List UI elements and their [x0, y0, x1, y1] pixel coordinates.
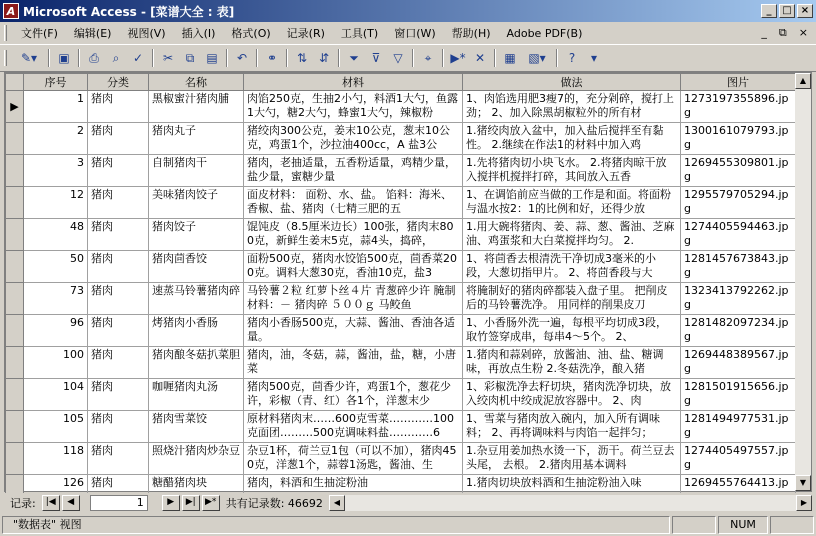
filter-by-selection-icon[interactable]: ⏷: [349, 50, 359, 65]
column-header-materials[interactable]: 材料: [244, 74, 463, 91]
cell-materials[interactable]: [244, 379, 463, 411]
record-selector[interactable]: [6, 251, 24, 283]
cell-category-text: 猪肉: [91, 188, 113, 201]
new-record-icon[interactable]: ▶*: [450, 51, 466, 65]
table-row[interactable]: [6, 283, 796, 315]
column-header-method[interactable]: 做法: [463, 74, 681, 91]
cell-id[interactable]: [24, 443, 88, 475]
doc-minimize-button[interactable]: _: [761, 26, 767, 39]
cell-method-text: 1.杂豆用姜加热水烫一下，沥干。荷兰豆去头尾， 去根。 2.猪肉用基本调料: [466, 444, 675, 471]
horizontal-scrollbar[interactable]: [329, 495, 812, 511]
cell-materials[interactable]: [244, 251, 463, 283]
toolbar-separator: [338, 49, 340, 67]
table-row[interactable]: [6, 315, 796, 347]
cell-id-text: 105: [63, 412, 84, 425]
next-record-button[interactable]: ▶: [162, 495, 180, 511]
cell-name[interactable]: [149, 155, 244, 187]
table-row[interactable]: [6, 251, 796, 283]
scroll-right-button[interactable]: ▶: [796, 495, 812, 511]
column-header-category[interactable]: 分类: [88, 74, 149, 91]
select-all-corner[interactable]: [6, 74, 24, 91]
menu-edit[interactable]: 编辑(E): [73, 27, 112, 40]
table-row[interactable]: [6, 347, 796, 379]
table-row[interactable]: [6, 219, 796, 251]
cell-category-text: 猪肉: [91, 92, 113, 105]
cell-method-text: 1.猪肉切块放料酒和生抽淀粉油入味: [466, 476, 642, 489]
cell-image-text: 1281501915656.jpg: [684, 380, 789, 407]
cell-id[interactable]: [24, 187, 88, 219]
menu-adobe-pdf[interactable]: Adobe PDF(B): [506, 26, 583, 40]
toolbar-separator: [78, 49, 80, 67]
table-row[interactable]: [6, 379, 796, 411]
find-icon[interactable]: ⌖: [424, 50, 432, 65]
cell-image-text: 1269448389567.jpg: [684, 348, 789, 375]
cell-category[interactable]: [88, 251, 149, 283]
status-bar: [0, 514, 816, 536]
cell-name-text: 美味猪肉饺子: [152, 188, 218, 201]
cell-category-text: 猪肉: [91, 124, 113, 137]
hyperlink-icon[interactable]: ⚭: [266, 51, 278, 65]
cell-method-text: 1.用大碗将猪肉、姜、蒜、葱、酱油、芝麻油、鸡蛋浆和大白菜搅拌均匀。 2.: [466, 220, 675, 247]
cell-category[interactable]: [88, 443, 149, 475]
menu-help[interactable]: 帮助(H): [451, 27, 491, 40]
print-icon[interactable]: ⎙: [89, 50, 99, 65]
minimize-button[interactable]: _: [761, 4, 777, 18]
record-selector[interactable]: [6, 283, 24, 315]
cell-id[interactable]: [24, 91, 88, 123]
cell-category-text: 猪肉: [91, 348, 113, 361]
cell-method[interactable]: [463, 187, 681, 219]
cell-name-text: 糖醋猪肉块: [152, 476, 207, 489]
menu-tools[interactable]: 工具(T): [340, 27, 379, 40]
cell-materials-text: 猪肉小香肠500克，大蒜、酱油、香油各适量。: [247, 316, 455, 343]
record-navigator: [4, 493, 812, 513]
cell-materials-text: 原材料猪肉末……600克雪菜…………100克面团………500克调味料盐…………6: [247, 412, 454, 439]
toolbar-separator: [152, 49, 154, 67]
datasheet-table: [5, 73, 796, 507]
apply-filter-icon[interactable]: ▽: [393, 51, 403, 65]
cell-category[interactable]: [88, 283, 149, 315]
cell-materials-text: 猪肉，油，冬菇，蒜，酱油，盐，糖，小唐菜: [247, 348, 456, 375]
cell-category[interactable]: [88, 123, 149, 155]
cell-name[interactable]: [149, 379, 244, 411]
cell-category-text: 猪肉: [91, 252, 113, 265]
menu-grip[interactable]: [4, 25, 7, 41]
cell-method[interactable]: [463, 411, 681, 443]
cell-name[interactable]: [149, 283, 244, 315]
cell-materials[interactable]: [244, 219, 463, 251]
cell-category-text: 猪肉: [91, 380, 113, 393]
cell-image-text: 1281494977531.jpg: [684, 412, 789, 439]
cell-id-text: 3: [77, 156, 84, 169]
cell-id[interactable]: [24, 315, 88, 347]
cell-name[interactable]: [149, 347, 244, 379]
cell-id-text: 100: [63, 348, 84, 361]
cell-image[interactable]: [681, 251, 796, 283]
doc-restore-button[interactable]: ⧉: [778, 26, 787, 39]
cell-materials-text: 馄饨皮（8.5厘米边长）100张，猪肉末800克，新鲜生姜末5克，蒜4头，捣碎，: [247, 220, 454, 247]
cell-image-text: 1269455309801.jpg: [684, 156, 789, 183]
menu-insert[interactable]: 插入(I): [181, 27, 216, 40]
cell-method-text: 1、将茴香去根清洗干净切成3毫米的小段，大葱切指甲片。 2、将茴香段与大: [466, 252, 656, 279]
toolbar-separator: [442, 49, 444, 67]
cell-image[interactable]: [681, 411, 796, 443]
title-bar: [0, 0, 816, 22]
cell-id-text: 12: [70, 188, 84, 201]
cell-image-text: 1274405594463.jpg: [684, 220, 789, 247]
cell-image-text: 1281457673843.jpg: [684, 252, 789, 279]
cell-name[interactable]: [149, 251, 244, 283]
cell-image[interactable]: [681, 315, 796, 347]
cell-category[interactable]: [88, 347, 149, 379]
delete-record-icon[interactable]: ✕: [474, 51, 486, 65]
cell-id[interactable]: [24, 411, 88, 443]
toolbar-separator: [48, 49, 50, 67]
status-pane: [770, 516, 814, 534]
sort-descending-icon[interactable]: ⇵: [318, 51, 330, 65]
cell-materials[interactable]: [244, 187, 463, 219]
cell-category[interactable]: [88, 187, 149, 219]
cell-category-text: 猪肉: [91, 284, 113, 297]
cell-materials[interactable]: [244, 283, 463, 315]
cell-id[interactable]: [24, 219, 88, 251]
cell-method-text: 1、彩椒洗净去籽切块，猪肉洗净切块，放入绞肉机中绞成泥放容器中。 2、肉: [466, 380, 671, 407]
record-selector[interactable]: [6, 155, 24, 187]
cell-method[interactable]: [463, 123, 681, 155]
cell-method-text: 1.猪绞肉放入盆中，加入盐后搅拌至有黏性。 2.继续在作法1的材料中加入鸡: [466, 124, 664, 151]
cell-name[interactable]: [149, 315, 244, 347]
cell-method[interactable]: [463, 379, 681, 411]
table-row[interactable]: [6, 443, 796, 475]
cell-method-text: 将腌制好的猪肉碎都装入盘子里。 把削皮后的马铃薯洗净。 用同样的削果皮刀: [466, 284, 668, 311]
table-row[interactable]: [6, 91, 796, 123]
help-icon[interactable]: ?: [568, 51, 576, 65]
cell-id[interactable]: [24, 123, 88, 155]
vertical-scrollbar[interactable]: [795, 73, 811, 491]
cell-image-text: 1295579705294.jpg: [684, 188, 789, 215]
cell-name-text: 速蒸马铃薯猪肉碎: [152, 284, 240, 297]
maximize-button[interactable]: □: [779, 4, 795, 18]
cell-id-text: 73: [70, 284, 84, 297]
cell-method[interactable]: [463, 443, 681, 475]
cell-method[interactable]: [463, 315, 681, 347]
cell-name[interactable]: [149, 411, 244, 443]
cell-name-text: 烤猪肉小香肠: [152, 316, 218, 329]
cell-name-text: 猪肉雪菜饺: [152, 412, 207, 425]
menu-records[interactable]: 记录(R): [286, 27, 325, 40]
cell-name[interactable]: [149, 91, 244, 123]
last-record-button[interactable]: ▶|: [182, 495, 200, 511]
cell-materials-text: 猪肉500克，茴香少许，鸡蛋1个，葱花少许，彩椒（青、红）各1个，洋葱末少: [247, 380, 451, 407]
cell-category-text: 猪肉: [91, 412, 113, 425]
record-selector[interactable]: [6, 187, 24, 219]
doc-close-button[interactable]: ×: [798, 26, 808, 39]
cell-method[interactable]: [463, 283, 681, 315]
new-record-nav-button[interactable]: ▶*: [202, 495, 220, 511]
cell-image[interactable]: [681, 443, 796, 475]
cell-image-text: 1323413792262.jpg: [684, 284, 789, 311]
toolbar-options-icon[interactable]: ▾: [590, 51, 598, 65]
cell-image-text: 1273197355896.jpg: [684, 92, 789, 119]
toolbar-separator: [256, 49, 258, 67]
table-row[interactable]: [6, 187, 796, 219]
window-title: Microsoft Access - [菜谱大全 : 表]: [23, 4, 235, 19]
status-pane: [672, 516, 716, 534]
cell-category[interactable]: [88, 219, 149, 251]
cell-materials-text: 面粉500克，猪肉水饺馅500克，茴香菜200克。调料大葱30克，香油10克，盐3: [247, 252, 457, 279]
scroll-left-button[interactable]: ◀: [329, 495, 345, 511]
cell-image[interactable]: [681, 347, 796, 379]
column-header-id[interactable]: 序号: [24, 74, 88, 91]
cell-category-text: 猪肉: [91, 316, 113, 329]
datasheet: [4, 72, 812, 492]
scroll-up-button[interactable]: ▲: [795, 73, 811, 89]
cell-image[interactable]: [681, 379, 796, 411]
cell-name[interactable]: [149, 123, 244, 155]
new-object-icon[interactable]: ▧▾: [528, 51, 546, 65]
record-label: 记录:: [10, 497, 36, 510]
menu-format[interactable]: 格式(O): [231, 27, 271, 40]
toolbar-separator: [286, 49, 288, 67]
toolbar-separator: [494, 49, 496, 67]
cell-category[interactable]: [88, 411, 149, 443]
close-button[interactable]: ×: [797, 4, 813, 18]
record-selector[interactable]: [6, 123, 24, 155]
header-row: [6, 74, 796, 91]
menu-bar: [0, 22, 816, 44]
cell-materials[interactable]: [244, 155, 463, 187]
database-window-icon[interactable]: ▦: [504, 51, 516, 65]
cell-materials[interactable]: [244, 347, 463, 379]
status-view-label: "数据表" 视图: [2, 516, 670, 534]
cell-category[interactable]: [88, 155, 149, 187]
cell-category[interactable]: [88, 91, 149, 123]
paste-icon[interactable]: ▤: [206, 51, 218, 65]
current-record-input[interactable]: 1: [90, 495, 148, 511]
cell-method[interactable]: [463, 251, 681, 283]
cell-materials[interactable]: [244, 443, 463, 475]
cell-name-text: 咖喱猪肉丸汤: [152, 380, 218, 393]
cell-name-text: 猪肉酿冬菇扒菜胆: [152, 348, 240, 361]
cell-name-text: 猪肉茴香饺: [152, 252, 207, 265]
cell-category-text: 猪肉: [91, 156, 113, 169]
cell-id-text: 118: [63, 444, 84, 457]
table-row[interactable]: [6, 155, 796, 187]
cell-category[interactable]: [88, 315, 149, 347]
cell-materials-text: 马铃薯２粒 红萝卜丝４片 青葱碎少许 腌制材料：－ 猪肉碎 ５００ｇ 马鲛鱼: [247, 284, 456, 311]
column-header-name[interactable]: 名称: [149, 74, 244, 91]
cell-id-text: 1: [77, 92, 84, 105]
prev-record-button[interactable]: ◀: [62, 495, 80, 511]
toolbar-separator: [556, 49, 558, 67]
filter-by-form-icon[interactable]: ⊽: [371, 51, 381, 65]
cell-name-text: 照烧汁猪肉炒杂豆: [152, 444, 240, 457]
cell-image-text: 1274405497557.jpg: [684, 444, 789, 471]
cell-category-text: 猪肉: [91, 220, 113, 233]
menu-view[interactable]: 视图(V): [127, 27, 166, 40]
record-selector[interactable]: ▶: [6, 91, 24, 123]
cell-name[interactable]: [149, 443, 244, 475]
cell-name-text: 自制猪肉干: [152, 156, 207, 169]
cut-icon[interactable]: ✂: [162, 51, 174, 65]
cell-image-text: 1281482097234.jpg: [684, 316, 789, 343]
cell-method-text: 1、雪菜与猪肉放入碗内，加入所有调味料； 2、再将调味料与肉馅一起拌匀；: [466, 412, 660, 439]
cell-materials[interactable]: [244, 411, 463, 443]
record-selector[interactable]: [6, 347, 24, 379]
table-row[interactable]: [6, 411, 796, 443]
cell-id-text: 48: [70, 220, 84, 233]
column-header-image[interactable]: 图片: [681, 74, 796, 91]
access-icon[interactable]: A: [3, 3, 19, 19]
print-preview-icon[interactable]: ⌕: [112, 50, 120, 65]
cell-id[interactable]: [24, 379, 88, 411]
cell-id-text: 2: [77, 124, 84, 137]
cell-id-text: 96: [70, 316, 84, 329]
cell-method-text: 1、肉馅选用肥3瘦7的，充分剁碎，搅打上劲； 2、加入除黑胡椒粒外的所有材: [466, 92, 674, 119]
status-num-lock: NUM: [718, 516, 768, 534]
cell-method-text: 1、在调馅前应当做的工作是和面。将面粉与温水按2：1的比例和好，还得少放: [466, 188, 671, 215]
cell-category-text: 猪肉: [91, 476, 113, 489]
cell-method-text: 1.先将猪肉切小块飞水。 2.将猪肉晾干放入搅拌机搅拌打碎，其间放入五香: [466, 156, 667, 183]
toolbar: [0, 44, 816, 72]
scroll-down-button[interactable]: ▼: [795, 475, 811, 491]
record-selector[interactable]: [6, 379, 24, 411]
toolbar-separator: [226, 49, 228, 67]
table-row[interactable]: [6, 123, 796, 155]
cell-materials-text: 肉馅250克，生抽2小勺，料酒1大勺，鱼露1大勺，糖2大勺，蜂蜜1大勺，辣椒粉: [247, 92, 458, 119]
cell-materials[interactable]: [244, 315, 463, 347]
cell-id[interactable]: [24, 347, 88, 379]
record-selector[interactable]: [6, 219, 24, 251]
cell-method[interactable]: [463, 347, 681, 379]
cell-image-text: 1269455764413.jp: [684, 476, 789, 489]
cell-category-text: 猪肉: [91, 444, 113, 457]
cell-name[interactable]: [149, 219, 244, 251]
cell-materials-text: 杂豆1杯，荷兰豆1包（可以不加），猪肉450克，洋葱1个，蒜蓉1汤匙，酱油、生: [247, 444, 457, 471]
sort-ascending-icon[interactable]: ⇅: [296, 51, 308, 65]
cell-id[interactable]: [24, 251, 88, 283]
cell-category[interactable]: [88, 379, 149, 411]
menu-window[interactable]: 窗口(W): [394, 27, 436, 40]
cell-name-text: 猪肉丸子: [152, 124, 196, 137]
cell-image-text: 1300161079793.jpg: [684, 124, 789, 151]
cell-image[interactable]: [681, 123, 796, 155]
record-selector[interactable]: [6, 443, 24, 475]
cell-materials-text: 猪肉，老抽适量，五香粉适量，鸡精少量，盐少量，蜜糖少量: [247, 156, 456, 183]
record-selector[interactable]: [6, 315, 24, 347]
cell-image[interactable]: [681, 187, 796, 219]
cell-name-text: 猪肉饺子: [152, 220, 196, 233]
cell-id[interactable]: [24, 283, 88, 315]
cell-id[interactable]: [24, 155, 88, 187]
cell-id-text: 126: [63, 476, 84, 489]
cell-image[interactable]: [681, 91, 796, 123]
cell-name[interactable]: [149, 187, 244, 219]
cell-id-text: 104: [63, 380, 84, 393]
cell-method-text: 1、小香肠外洗一遍，每根平均切成3段，取竹签穿成串，每串4～5个。 2、: [466, 316, 667, 343]
record-selector[interactable]: [6, 411, 24, 443]
view-icon[interactable]: ✎▾: [20, 51, 38, 65]
spelling-icon[interactable]: ✓: [132, 51, 144, 65]
cell-image[interactable]: [681, 219, 796, 251]
undo-icon[interactable]: ↶: [236, 51, 248, 65]
cell-method[interactable]: [463, 91, 681, 123]
cell-id-text: 50: [70, 252, 84, 265]
cell-name-text: 黑椒蜜汁猪肉脯: [152, 92, 229, 105]
save-icon[interactable]: ▣: [58, 51, 70, 65]
cell-image[interactable]: [681, 155, 796, 187]
cell-method[interactable]: [463, 155, 681, 187]
cell-materials[interactable]: [244, 91, 463, 123]
toolbar-grip[interactable]: [4, 50, 7, 66]
first-record-button[interactable]: |◀: [42, 495, 60, 511]
cell-materials-text: 猪绞肉300公克，姜末10公克，葱末10公克，鸡蛋1个，沙拉油400cc，A 盐3公: [247, 124, 450, 151]
cell-materials-text: 面皮材料： 面粉、水、盐。 馅料：海米、香椒、盐、猪肉（七精三肥的五: [247, 188, 452, 215]
cell-materials[interactable]: [244, 123, 463, 155]
cell-method[interactable]: [463, 219, 681, 251]
cell-materials-text: 猪肉，料酒和生抽淀粉油: [247, 476, 368, 489]
cell-image[interactable]: [681, 283, 796, 315]
toolbar-separator: [412, 49, 414, 67]
copy-icon[interactable]: ⧉: [185, 50, 195, 65]
cell-method-text: 1.猪肉和蒜剁碎，放酱油、油、盐、糖调味，再放点生粉 2.冬菇洗净，酿入猪: [466, 348, 664, 375]
record-count: 共有记录数: 46692: [225, 497, 323, 510]
menu-file[interactable]: 文件(F): [21, 27, 58, 40]
